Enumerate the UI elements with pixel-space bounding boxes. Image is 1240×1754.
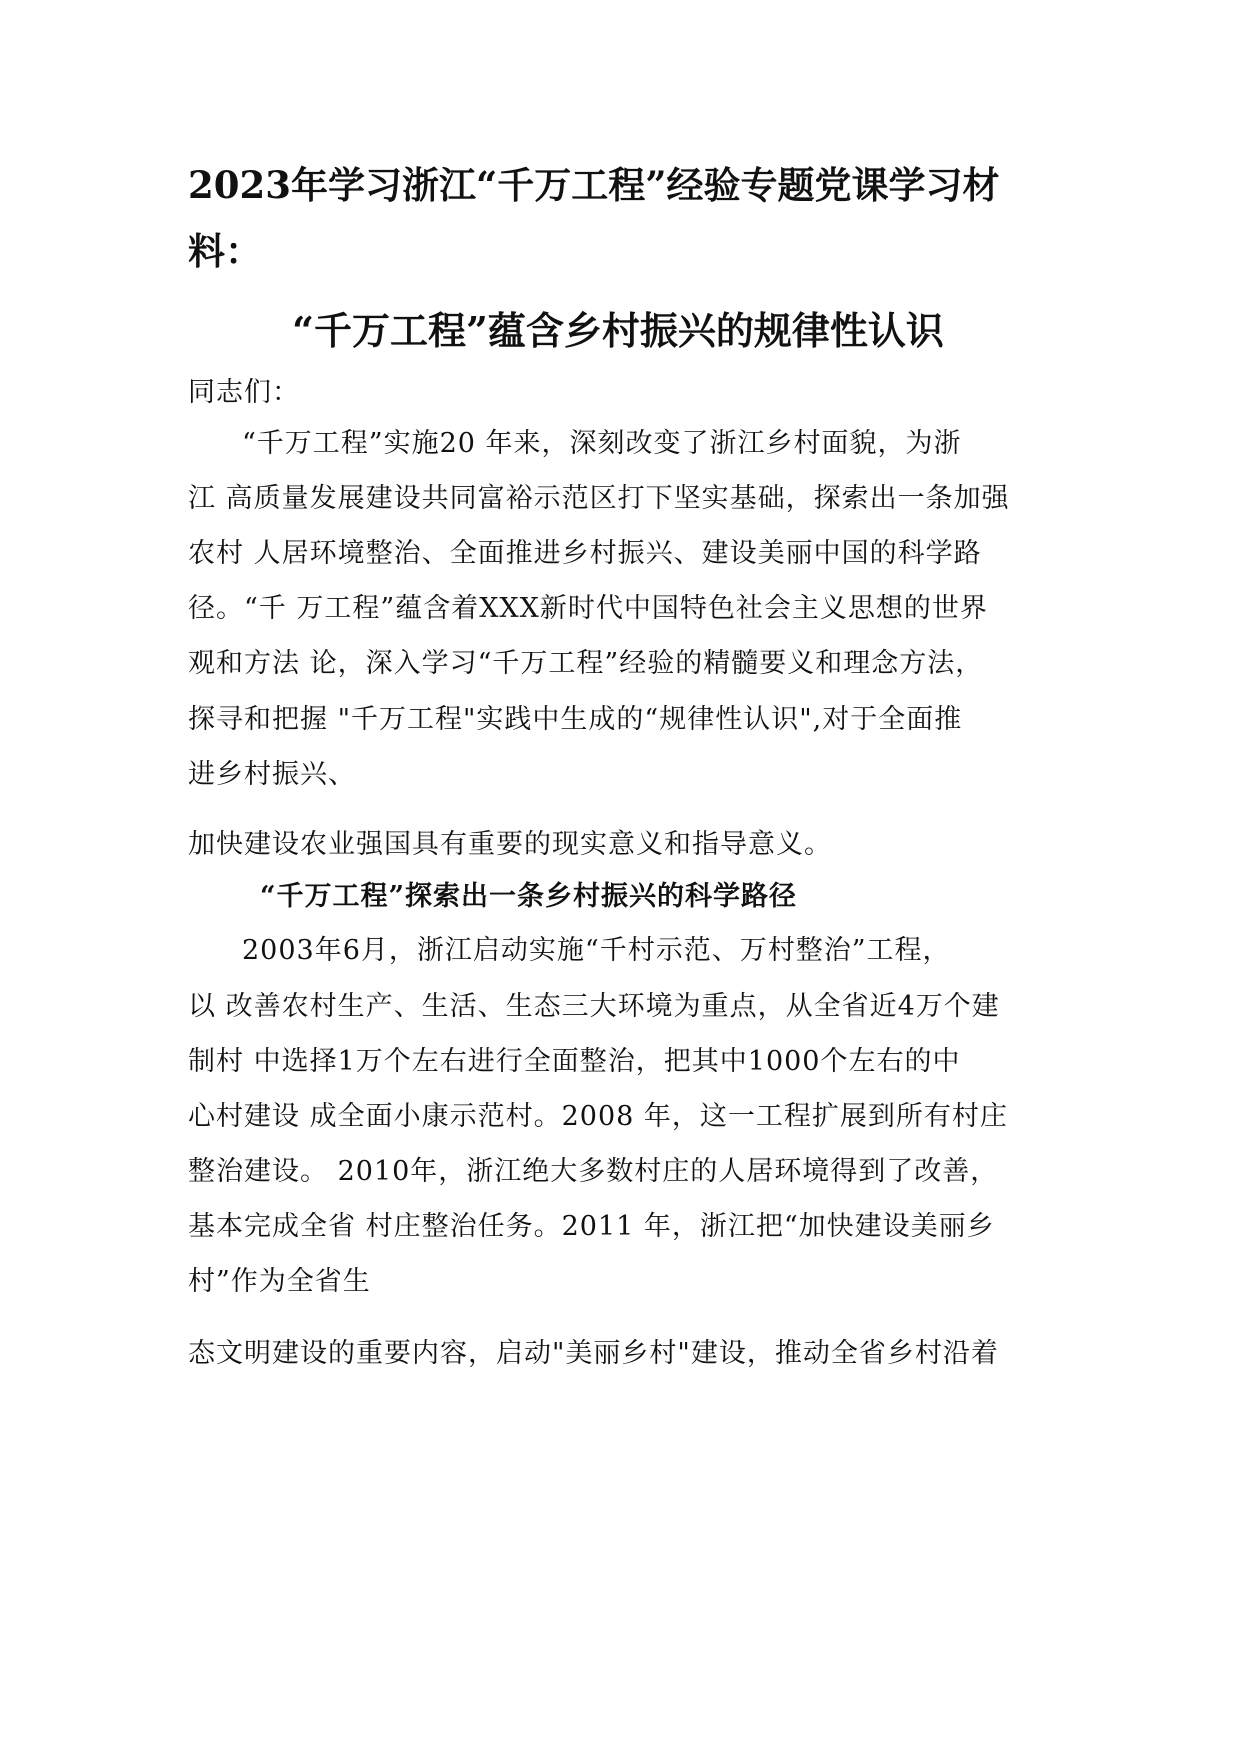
paragraph-line: 心村建设 成全面小康示范村。2008 年，这一工程扩展到所有村庄 — [188, 1101, 1008, 1132]
paragraph-line: 态文明建设的重要内容，启动"美丽乡村"建设，推动全省乡村沿着 — [188, 1338, 999, 1369]
document-subtitle: “千万工程”蕴含乡村振兴的规律性认识 — [292, 308, 944, 353]
paragraph-line: 制村 中选择1万个左右进行全面整治，把其中1000个左右的中 — [188, 1046, 961, 1077]
paragraph-line: 进乡村振兴、 — [188, 759, 356, 790]
paragraph-line: 基本完成全省 村庄整治任务。2011 年，浙江把“加快建设美丽乡 — [188, 1211, 995, 1242]
paragraph-line: 探寻和把握 "千万工程"实践中生成的“规律性认识",对于全面推 — [188, 704, 963, 735]
paragraph-line: 加快建设农业强国具有重要的现实意义和指导意义。 — [188, 829, 832, 860]
paragraph-line: 以 改善农村生产、生活、生态三大环境为重点，从全省近4万个建 — [188, 991, 1000, 1022]
paragraph-line: 2003年6月，浙江启动实施“千村示范、万村整治”工程， — [242, 935, 951, 966]
salutation: 同志们： — [188, 377, 300, 408]
paragraph-line: 村”作为全省生 — [188, 1266, 371, 1297]
paragraph-line: 农村 人居环境整治、全面推进乡村振兴、建设美丽中国的科学路 — [188, 538, 982, 569]
paragraph-line: “千万工程”实施20 年来，深刻改变了浙江乡村面貌，为浙 — [242, 428, 962, 459]
paragraph-line: 整治建设。 2010年，浙江绝大多数村庄的人居环境得到了改善， — [188, 1156, 999, 1187]
paragraph-line: 径。“千 万工程”蕴含着XXX新时代中国特色社会主义思想的世界 — [188, 593, 988, 624]
section-heading: “千万工程”探索出一条乡村振兴的科学路径 — [260, 881, 798, 912]
document-title: 2023年学习浙江“千万工程”经验专题党课学习材料： — [188, 163, 1000, 273]
paragraph-line: 观和方法 论，深入学习“千万工程”经验的精髓要义和理念方法， — [188, 648, 984, 679]
paragraph-line: 江 高质量发展建设共同富裕示范区打下坚实基础，探索出一条加强 — [188, 483, 1010, 514]
